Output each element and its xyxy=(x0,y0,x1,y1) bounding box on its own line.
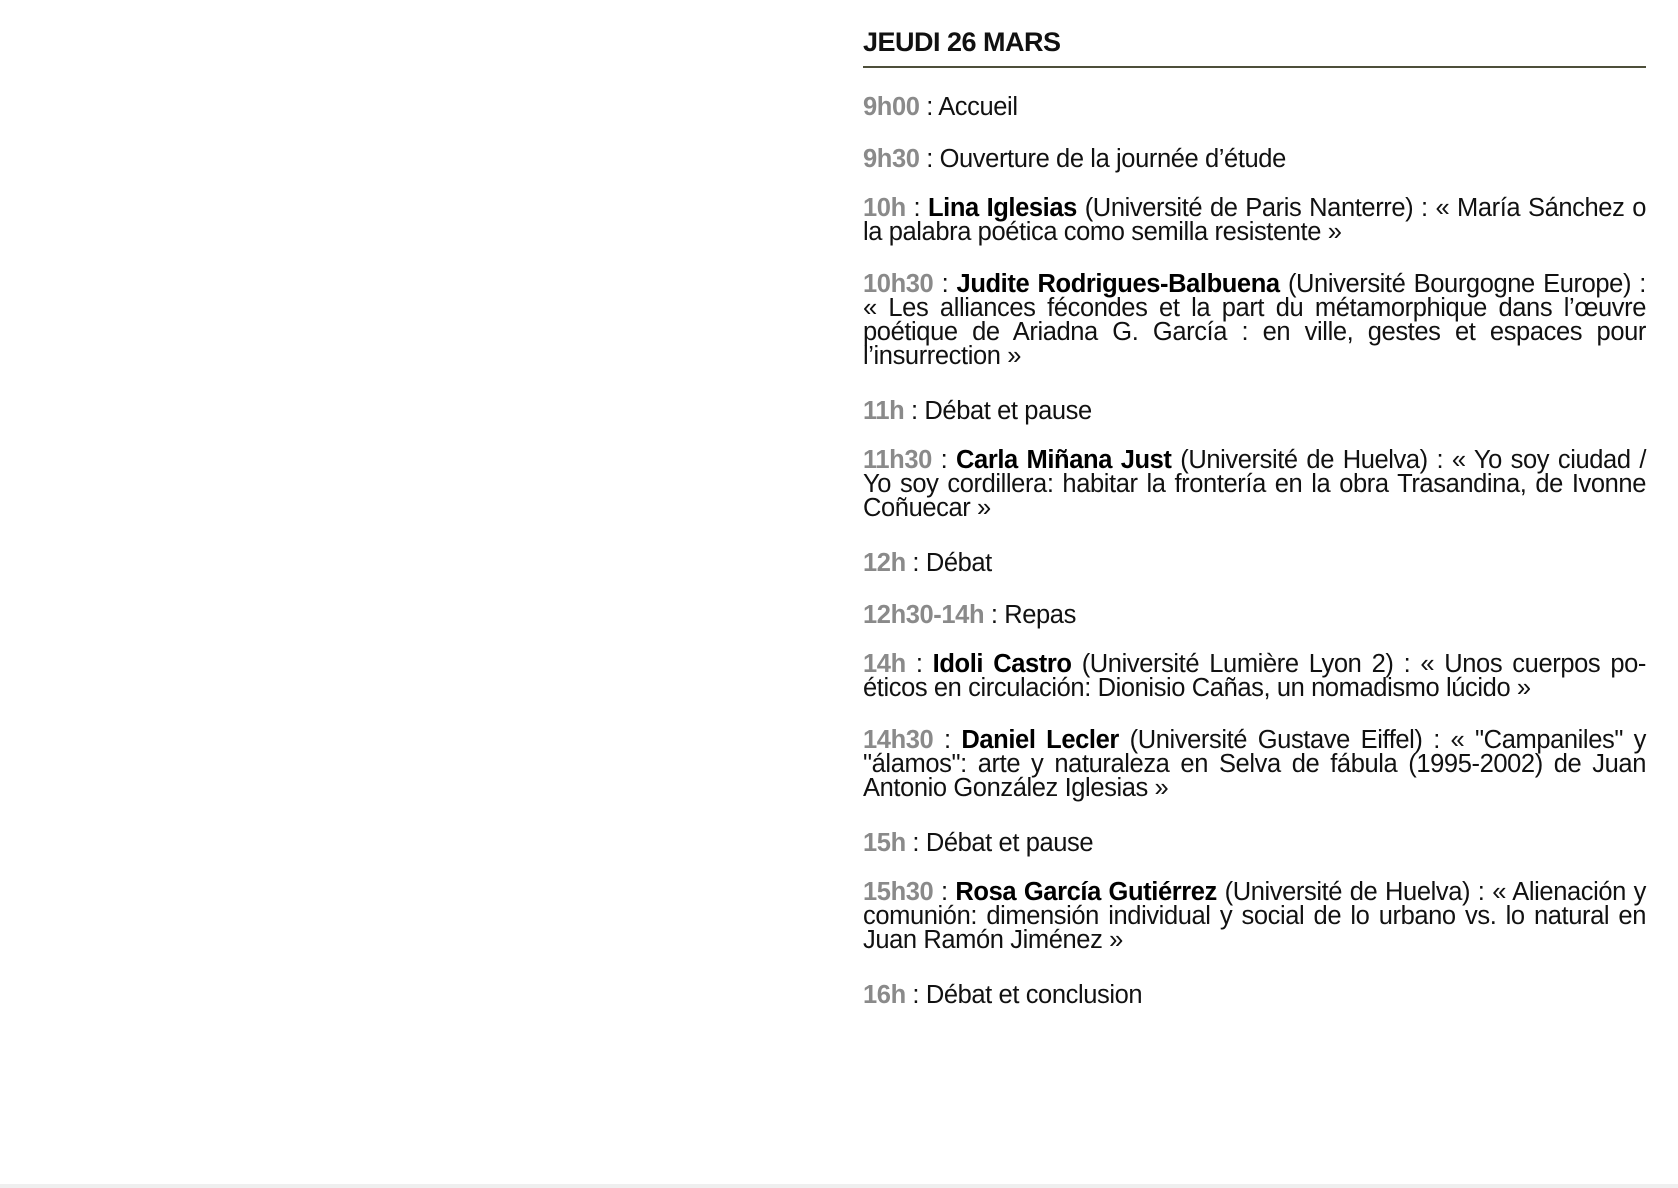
entry-time: 11h30 xyxy=(863,446,932,474)
entry-time: 11h xyxy=(863,397,905,425)
entry-separator: : xyxy=(905,650,933,678)
speaker-name: Lina Iglesias xyxy=(927,194,1077,222)
schedule-entry xyxy=(863,448,1646,520)
schedule-entry xyxy=(863,548,1646,578)
entry-separator: : xyxy=(931,446,957,474)
entry-text: (Université Lumière Lyon 2) : « Unos cuerpos po-éticos en circulación: Dionisio Cañas, un nomadismo lúcido » xyxy=(863,650,1646,702)
schedule-entry xyxy=(863,600,1646,630)
schedule-entry xyxy=(863,828,1646,858)
entry-separator: : xyxy=(905,981,926,1009)
speaker-name: Daniel Lecler xyxy=(961,726,1119,754)
entry-separator: : xyxy=(905,549,926,577)
entry-time: 10h xyxy=(863,194,906,222)
schedule-entry xyxy=(863,980,1646,1010)
entry-separator: : xyxy=(984,601,1005,629)
entry-time: 16h xyxy=(863,981,906,1009)
schedule-entry xyxy=(863,652,1646,700)
entry-time: 12h xyxy=(863,549,906,577)
entry-text: Repas xyxy=(1004,601,1076,629)
schedule-entry xyxy=(863,880,1646,952)
entry-time: 12h30-14h xyxy=(863,601,985,629)
entry-time: 14h30 xyxy=(863,726,934,754)
entry-text: Débat et conclusion xyxy=(925,981,1143,1009)
entry-text: Ouverture de la journée d’étude xyxy=(939,145,1286,173)
entry-time: 9h30 xyxy=(863,145,920,173)
entry-text: (Université de Huelva) : « Yo soy ciudad / Yo soy cordillera: habitar la frontería en la obra Trasandina, de Ivonne Coñuecar » xyxy=(863,446,1647,522)
schedule-entry xyxy=(863,144,1646,174)
entry-time: 14h xyxy=(863,650,906,678)
schedule-entry xyxy=(863,92,1646,122)
speaker-name: Rosa García Gutiérrez xyxy=(955,878,1217,906)
entry-separator: : xyxy=(933,726,962,754)
entry-time: 15h30 xyxy=(863,878,934,906)
entry-text: Débat xyxy=(925,549,992,577)
entry-separator: : xyxy=(904,397,925,425)
entry-separator: : xyxy=(919,145,940,173)
entry-separator: : xyxy=(905,829,926,857)
entry-text: (Université Gustave Eiffel) : « "Campaniles" y "álamos": arte y naturaleza en Selva de fábula (1995-2002) de Juan Antonio González Iglesias » xyxy=(863,726,1647,802)
day-heading: JEUDI 26 MARS xyxy=(863,27,1061,57)
entry-time: 9h00 xyxy=(863,93,920,121)
entry-separator: : xyxy=(919,93,939,121)
entry-separator: : xyxy=(933,878,956,906)
speaker-name: Carla Miñana Just xyxy=(956,446,1172,474)
schedule-entry xyxy=(863,728,1646,800)
speaker-name: Judite Rodrigues-Balbuena xyxy=(956,270,1280,298)
program-schedule xyxy=(863,24,1646,1032)
heading-rule xyxy=(863,66,1646,68)
entry-time: 10h30 xyxy=(863,270,934,298)
entry-text: Débat et pause xyxy=(925,829,1094,857)
entry-text: (Université de Paris Nanterre) : « María Sánchez o la palabra poética como semilla resistente » xyxy=(863,194,1646,246)
entry-separator: : xyxy=(905,194,928,222)
schedule-entry xyxy=(863,196,1646,244)
entry-text: (Université de Huelva) : « Alienación y comunión: dimensión individual y social de lo urbano vs. lo natural en Juan Ramón Jiménez » xyxy=(863,878,1646,954)
schedule-entry xyxy=(863,272,1646,368)
speaker-name: Idoli Castro xyxy=(932,650,1072,678)
entry-text: Débat et pause xyxy=(924,397,1092,425)
entry-separator: : xyxy=(933,270,957,298)
entry-time: 15h xyxy=(863,829,906,857)
entry-text: Accueil xyxy=(938,93,1018,121)
entry-text: (Université Bourgogne Europe) : « Les alliances fécondes et la part du métamorphique dans l’œuvre poétique de Ariadna G. García : en ville, gestes et espaces pour l’insurrection » xyxy=(863,270,1646,370)
schedule-entry xyxy=(863,396,1646,426)
